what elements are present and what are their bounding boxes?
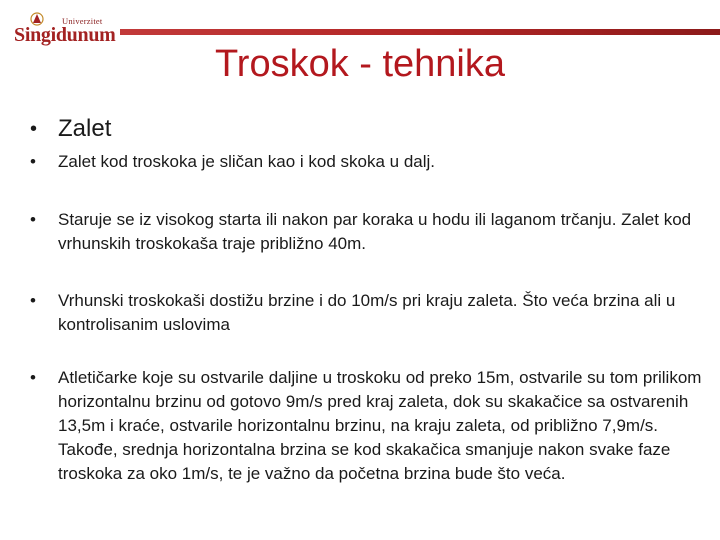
bullet-text: Atletičarke koje su ostvarile daljine u troskoku od preko 15m, ostvarile su tom prilikom horizontalnu brzinu od gotovo 9m/s pred kraj zaleta, dok su skakačice sa ostvarenih 13,5m i kraće, ostvarile horizontalnu brzinu, na kraju zaleta, od približno 7,9m/s. Takođe, srednja horizontalna brzina se kod skakačica smanjuje nakon svake faze troskoka za oko 1m/s, te je važno da početna brzina bude što veća.: [58, 368, 702, 483]
bullet-dot: •: [30, 368, 36, 387]
bullet-item: [30, 150, 702, 174]
slide-title-text: Troskok - tehnika: [214, 43, 506, 85]
header-divider: [120, 29, 720, 35]
bullet-text: Vrhunski troskokaši dostižu brzine i do 10m/s pri kraju zaleta. Što veća brzina ali u kontrolisanim uslovima: [58, 291, 676, 334]
bullet-text: Staruje se iz visokog starta ili nakon par koraka u hodu ili laganom trčanju. Zalet kod vrhunskih troskokaša traje približno 40m.: [58, 210, 692, 253]
bullet-dot: •: [30, 291, 36, 310]
logo-name: Singidunum: [14, 24, 116, 46]
bullet-item: [30, 366, 702, 486]
bullet-text: Zalet: [58, 115, 112, 142]
bullet-text: Zalet kod troskoka je sličan kao i kod skoka u dalj.: [58, 152, 436, 171]
slide-title: [0, 40, 720, 88]
bullet-dot: •: [30, 152, 36, 171]
bullet-item: [30, 113, 702, 145]
bullet-item: [30, 208, 702, 256]
bullet-dot: •: [30, 118, 38, 140]
bullet-item: [30, 289, 702, 337]
logo-university-label: Univerzitet: [62, 16, 103, 26]
bullet-dot: •: [30, 210, 36, 229]
